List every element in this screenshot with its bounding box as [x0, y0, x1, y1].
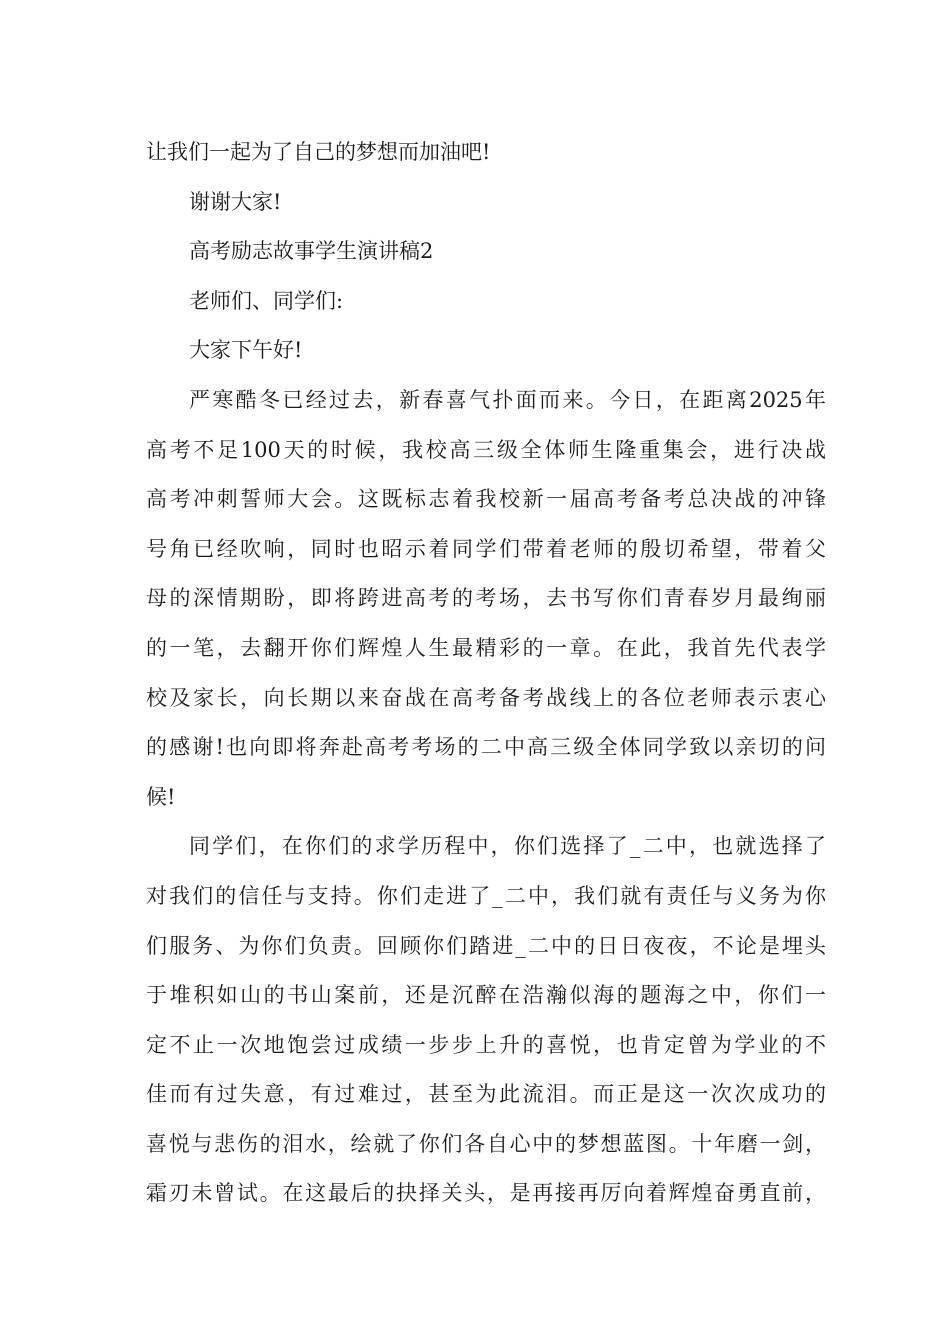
text-line: 喜悦与悲伤的泪水，绘就了你们各自心中的梦想蓝图。十年磨一剑， — [146, 1131, 826, 1156]
text-line: 的感谢!也向即将奔赴高考考场的二中高三级全体同学致以亲切的问 — [146, 735, 826, 760]
text-line: 佳而有过失意，有过难过，甚至为此流泪。而正是这一次次成功的 — [146, 1082, 826, 1107]
text-line: 于堆积如山的书山案前，还是沉醉在浩瀚似海的题海之中，你们一 — [146, 983, 826, 1008]
text-line: 让我们一起为了自己的梦想而加油吧! — [146, 140, 491, 164]
text-line: 高考不足100天的时候，我校高三级全体师生隆重集会，进行决战 — [146, 437, 826, 462]
text-line: 高考励志故事学生演讲稿2 — [189, 239, 434, 264]
text-line: 老师们、同学们: — [189, 288, 344, 313]
text-line: 对我们的信任与支持。你们走进了_二中，我们就有责任与义务为你 — [146, 883, 826, 908]
text-line: 校及家长，向长期以来奋战在高考备考战线上的各位老师表示衷心 — [146, 685, 826, 710]
text-line: 大家下午好! — [189, 338, 303, 363]
text-line: 母的深情期盼，即将跨进高考的考场，去书写你们青春岁月最绚丽 — [146, 586, 826, 611]
text-line: 严寒酷冬已经过去，新春喜气扑面而来。今日，在距离2025年 — [189, 387, 826, 412]
text-line: 定不止一次地饱尝过成绩一步步上升的喜悦，也肯定曾为学业的不 — [146, 1032, 826, 1057]
text-line: 号角已经吹响，同时也昭示着同学们带着老师的殷切希望，带着父 — [146, 536, 826, 561]
text-line: 的一笔，去翻开你们辉煌人生最精彩的一章。在此，我首先代表学 — [146, 635, 826, 660]
document-body — [146, 128, 826, 1219]
text-line: 霜刃未曾试。在这最后的抉择关头，是再接再厉向着辉煌奋勇直前， — [146, 1181, 826, 1206]
text-line: 同学们，在你们的求学历程中，你们选择了_二中，也就选择了 — [189, 834, 826, 859]
text-line: 们服务、为你们负责。回顾你们踏进_二中的日日夜夜，不论是埋头 — [146, 933, 826, 958]
text-line: 谢谢大家! — [189, 189, 282, 214]
text-line: 候! — [146, 784, 176, 809]
text-line: 高考冲刺誓师大会。这既标志着我校新一届高考备考总决战的冲锋 — [146, 487, 826, 512]
